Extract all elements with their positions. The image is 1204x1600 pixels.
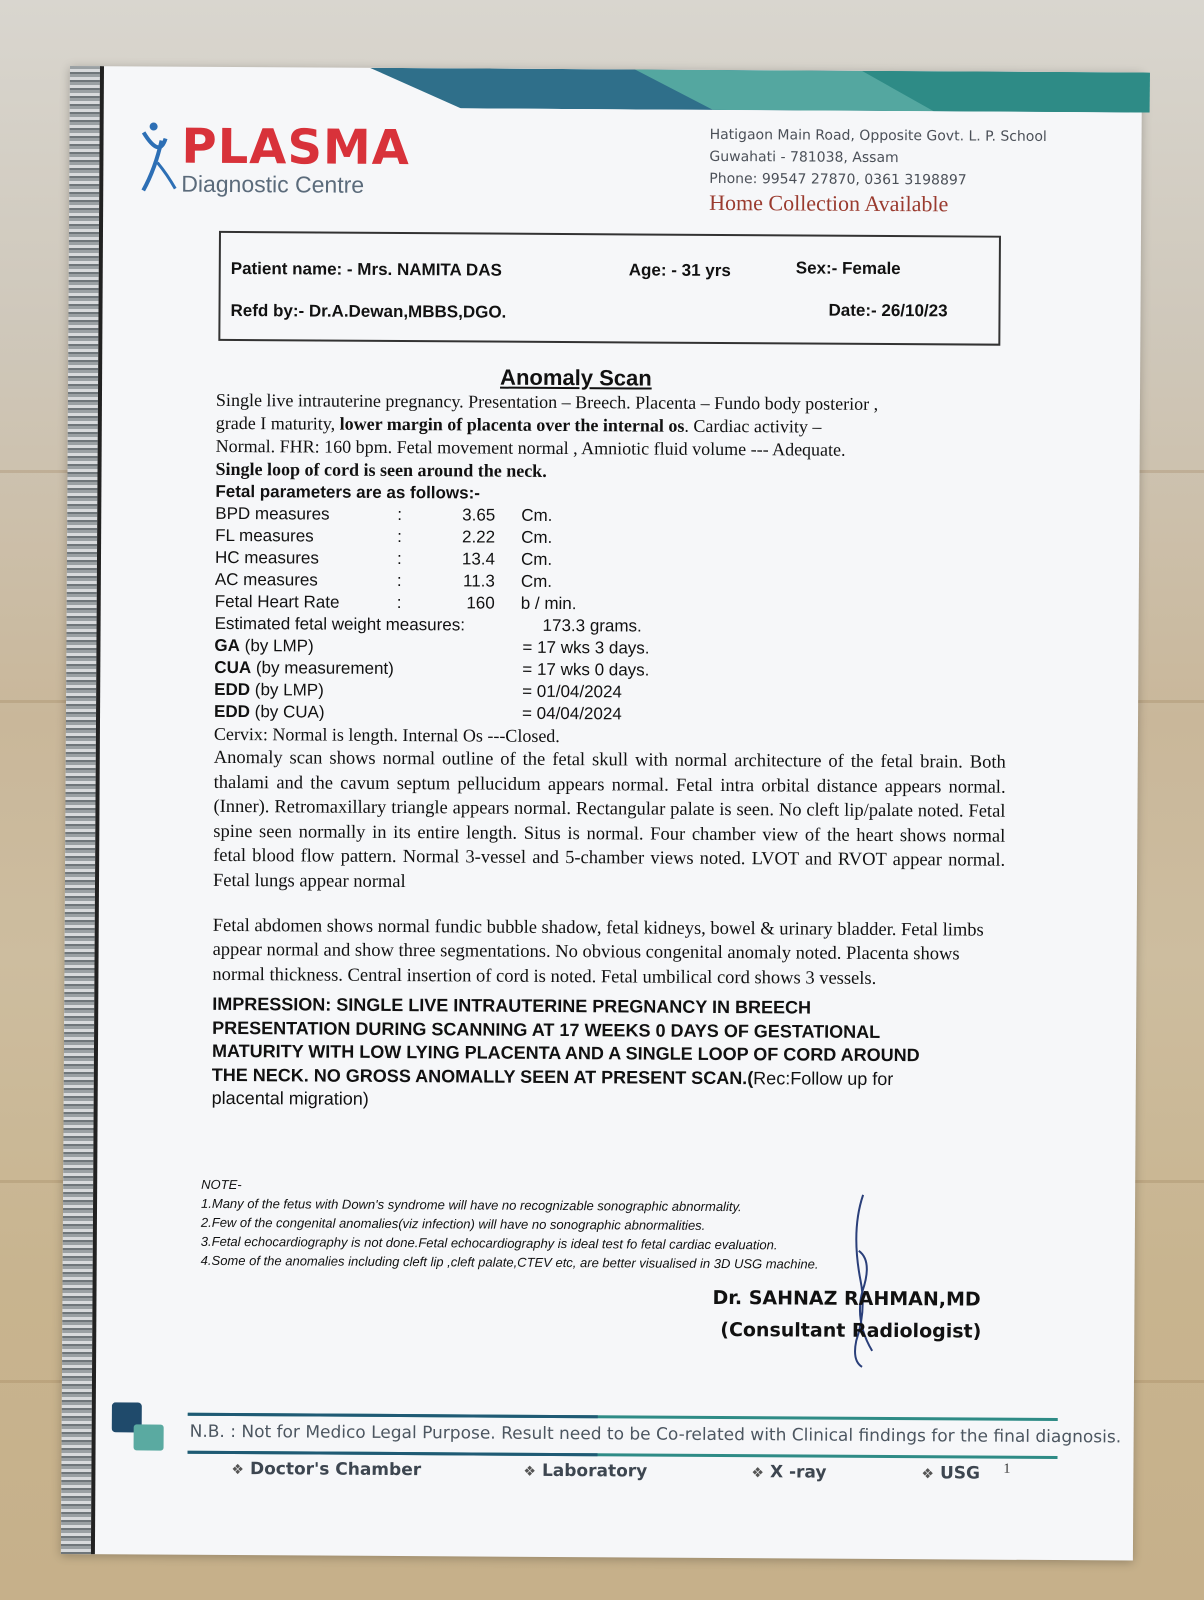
measurements-table [214,503,1007,728]
gestation-label [214,635,313,658]
service-label: X -ray [769,1462,827,1483]
bullet-icon: ❖ [231,1462,245,1479]
patient-info-box [218,231,1001,346]
referred-by: Refd by:- Dr.A.Dewan,MBBS,DGO. [230,300,507,322]
gestation-value: = 17 wks 3 days. [522,637,650,658]
cord-finding: Single loop of cord is seen around the neck. [215,458,547,481]
signatory-designation: (Consultant Radiologist) [720,1318,982,1343]
measurement-unit: Cm. [520,549,553,569]
impression-line-1: IMPRESSION: SINGLE LIVE INTRAUTERINE PREGNANCY IN BREECH [212,994,812,1018]
measurement-separator: : [396,571,402,591]
service-label: Laboratory [541,1460,648,1482]
report-title: Anomaly Scan [500,364,652,391]
gestation-value: = 01/04/2024 [522,681,622,702]
address-line-1: Hatigaon Main Road, Opposite Govt. L. P. School [709,126,1047,145]
footer-logo-icon [112,1402,168,1452]
impression-recommendation-end: placental migration) [211,1088,369,1110]
gestation-key: CUA [214,657,252,678]
gestation-value: = 04/04/2024 [521,703,622,724]
note-item: 4.Some of the anomalies including cleft lip ,cleft palate,CTEV etc, are better visualised in 3D USG machine. [200,1252,819,1272]
phone-line: Phone: 99547 27870, 0361 3198897 [709,170,967,189]
footer-rule-accent [188,1413,598,1419]
measurement-unit: b / min. [520,593,577,614]
brand-subtitle: Diagnostic Centre [181,170,365,198]
report-body [212,389,1008,1116]
efw-label: Estimated fetal weight measures: [214,613,466,635]
bullet-icon: ❖ [523,1463,537,1480]
service-label: Doctor's Chamber [249,1459,422,1481]
gestation-key: EDD [214,701,251,722]
report-paper [61,66,1142,1561]
page-number: 1 [1003,1461,1011,1477]
measurement-separator: : [396,593,402,613]
measurement-label: AC measures [214,569,318,590]
findings-text: grade I maturity, [215,412,340,434]
gestation-label [214,701,325,724]
abdomen-paragraph: Fetal abdomen shows normal fundic bubble shadow, fetal kidneys, bowel & urinary bladder. Fetal limbs appear normal and show three segmentations. No obvious congenital anomaly noted. Placenta shows normal thickness. Central insertion of cord is noted. Fetal umbilical cord shows 3 vessels. [212,915,984,989]
measurement-separator: : [397,505,403,525]
measurement-separator: : [396,549,402,569]
cervix-finding: Cervix: Normal is length. Internal Os ---Closed. [213,723,560,747]
signatory-name: Dr. SAHNAZ RAHMAN,MD [712,1286,981,1311]
measurement-unit: Cm. [520,571,553,591]
service-doctors-chamber [231,1459,421,1480]
clinic-address [709,124,1047,216]
gestation-basis: (by LMP) [239,636,314,656]
measurement-label: Fetal Heart Rate [214,591,340,612]
footer-rule-accent [188,1451,598,1457]
findings-line-1: Single live intrauterine pregnancy. Presentation – Breech. Placenta – Fundo body posterior , [215,389,879,414]
service-label: USG [939,1463,981,1484]
findings-text: . Cardiac activity – [684,415,822,437]
gestation-label [214,679,324,702]
measurement-label: BPD measures [215,503,330,524]
gestation-basis: (by measurement) [251,658,394,678]
measurement-label: HC measures [214,547,319,568]
impression-text: THE NECK. NO GROSS ANOMALLY SEEN AT PRESENT SCAN.( [211,1064,754,1089]
service-usg [921,1463,980,1483]
measurement-unit: Cm. [521,527,553,547]
patient-name: Patient name: - Mrs. NAMITA DAS [230,258,502,280]
measurement-separator: : [397,527,402,547]
address-line-2: Guwahati - 781038, Assam [709,148,899,167]
placenta-finding: lower margin of placenta over the internal os [339,413,685,436]
measurement-value: 160 [466,593,495,613]
impression-recommendation: Rec:Follow up for [753,1068,894,1089]
gestation-key: GA [214,635,241,656]
brand-name: PLASMA [181,118,411,177]
anomaly-paragraph: Anomaly scan shows normal outline of the fetal skull with normal architecture of the fetal brain. Both thalami and the cavum septum pellucidum appears normal. Fetal intra orbital distance appears normal. (Inner). Retromaxillary triangle appears normal. Rectangular palate is seen. No cleft lip/palate noted. Fetal spine seen normally in its entire length. Situs is normal. Four chamber view of the heart shows normal fetal blood flow pattern. Normal 3-vessel and 5-chamber views noted. LVOT and RVOT appear normal. Fetal lungs appear normal [212,747,1006,893]
patient-sex: Sex:- Female [795,258,901,279]
signatory-block [712,1282,981,1348]
impression [212,993,1005,1115]
patient-age: Age: - 31 yrs [628,260,731,281]
service-laboratory [523,1461,647,1482]
measurement-value: 3.65 [462,505,496,525]
measurement-value: 11.3 [462,571,495,591]
note-item: 1.Many of the fetus with Down's syndrome will have no recognizable sonographic abnormality. [201,1195,742,1215]
measurement-value: 2.22 [461,527,496,547]
note-item: 2.Few of the congenital anomalies(viz infection) will have no sonographic abnormalities. [200,1214,706,1233]
fetal-parameters-heading: Fetal parameters are as follows:- [215,481,481,503]
legal-disclaimer: N.B. : Not for Medico Legal Purpose. Result need to be Co-related with Clinical findings for the final diagnosis. [189,1421,1122,1448]
efw-value: 173.3 grams. [542,615,642,636]
impression-line-5 [212,1087,1004,1115]
measurement-value: 13.4 [461,549,496,569]
service-xray [751,1462,826,1482]
bullet-icon: ❖ [751,1465,765,1482]
gestation-key: EDD [214,679,251,700]
gestation-label [214,657,394,680]
bullet-icon: ❖ [921,1466,935,1483]
measurement-label: FL measures [215,525,314,546]
impression-line-3: MATURITY WITH LOW LYING PLACENTA AND A SINGLE LOOP OF CORD AROUND [211,1041,920,1066]
findings-paragraph [215,389,1008,486]
note-item: 3.Fetal echocardiography is not done.Fetal echocardiography is ideal test fo fetal cardiac evaluation. [200,1233,778,1253]
gestation-basis: (by LMP) [250,680,324,700]
impression-line-2: PRESENTATION DURING SCANNING AT 17 WEEKS 0 DAYS OF GESTATIONAL [212,1017,881,1042]
disclaimer-notes [201,1175,819,1274]
measurement-unit: Cm. [521,505,553,525]
report-date: Date:- 26/10/23 [828,300,948,321]
notes-heading: NOTE- [201,1176,242,1193]
gestation-basis: (by CUA) [249,702,325,722]
home-collection: Home Collection Available [709,189,949,217]
findings-line-3: Normal. FHR: 160 bpm. Fetal movement normal , Amniotic fluid volume --- Adequate. [215,435,846,460]
gestation-value: = 17 wks 0 days. [522,659,650,680]
plasma-figure-icon [139,118,179,198]
